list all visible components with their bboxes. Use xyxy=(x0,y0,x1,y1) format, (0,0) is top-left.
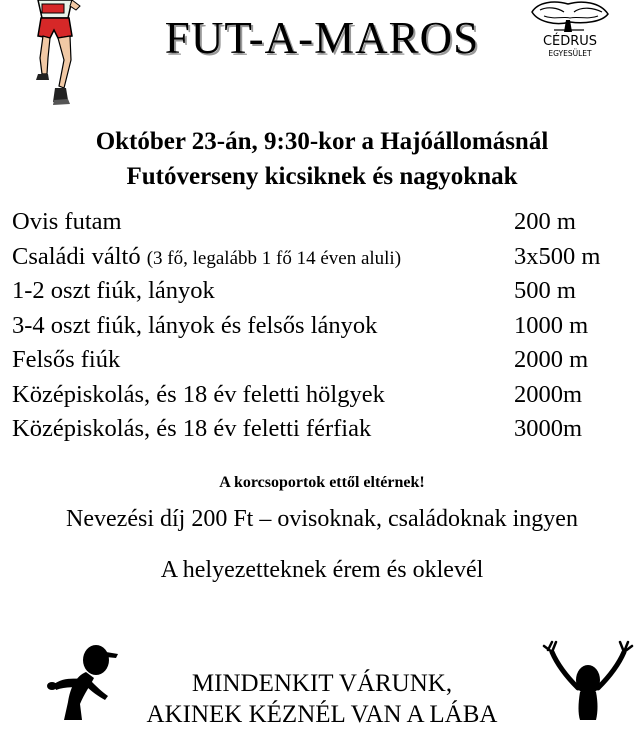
closing-line-1: MINDENKIT VÁRUNK, xyxy=(191,670,453,697)
event-subtitle: Futóverseny kicsiknek és nagyoknak xyxy=(126,163,518,190)
race-name: Ovis futam xyxy=(12,208,122,235)
race-note: (3 fő, legalább 1 fő 14 éven aluli) xyxy=(146,247,402,269)
entry-fee: Nevezési díj 200 Ft – ovisoknak, családoknak ingyen xyxy=(66,506,578,532)
prize-info: A helyezetteknek érem és oklevél xyxy=(160,557,484,583)
race-distance: 200 m xyxy=(514,208,576,235)
race-row xyxy=(12,208,637,243)
race-distance: 2000m xyxy=(514,380,583,408)
race-row xyxy=(12,381,637,416)
race-name: 1-2 oszt fiúk, lányok xyxy=(12,277,215,304)
race-name: 3-4 oszt fiúk, lányok és felsős lányok xyxy=(12,311,378,339)
race-distance: 3x500 m xyxy=(514,242,601,270)
race-row xyxy=(12,415,637,450)
race-row xyxy=(12,277,637,312)
race-name: Középiskolás, és 18 év feletti hölgyek xyxy=(12,380,385,408)
race-distance: 3000m xyxy=(514,415,583,442)
race-row xyxy=(12,346,637,381)
event-date-heading: Október 23-án, 9:30-kor a Hajóállomásnál xyxy=(95,128,549,155)
logo-name: CÉDRUS xyxy=(542,34,598,49)
logo-subtitle: EGYESÜLET xyxy=(548,49,592,58)
closing-message xyxy=(0,668,644,730)
race-distance: 2000 m xyxy=(514,346,589,373)
race-row xyxy=(12,243,637,278)
age-group-note: A korcsoportok ettől eltérnek! xyxy=(219,474,425,491)
race-list xyxy=(12,208,637,450)
race-name: Családi váltó (3 fő, legalább 1 fő 14 éven aluli) xyxy=(12,242,402,270)
cedrus-logo xyxy=(524,0,614,62)
closing-line-2: AKINEK KÉZNÉL VAN A LÁBA xyxy=(146,701,498,728)
poster-title: FUT-A-MAROS xyxy=(164,13,480,63)
race-distance: 500 m xyxy=(514,277,576,304)
race-name: Középiskolás, és 18 év feletti férfiak xyxy=(12,415,372,442)
race-row xyxy=(12,312,637,347)
race-name: Felsős fiúk xyxy=(12,346,121,373)
race-distance: 1000 m xyxy=(514,311,589,339)
